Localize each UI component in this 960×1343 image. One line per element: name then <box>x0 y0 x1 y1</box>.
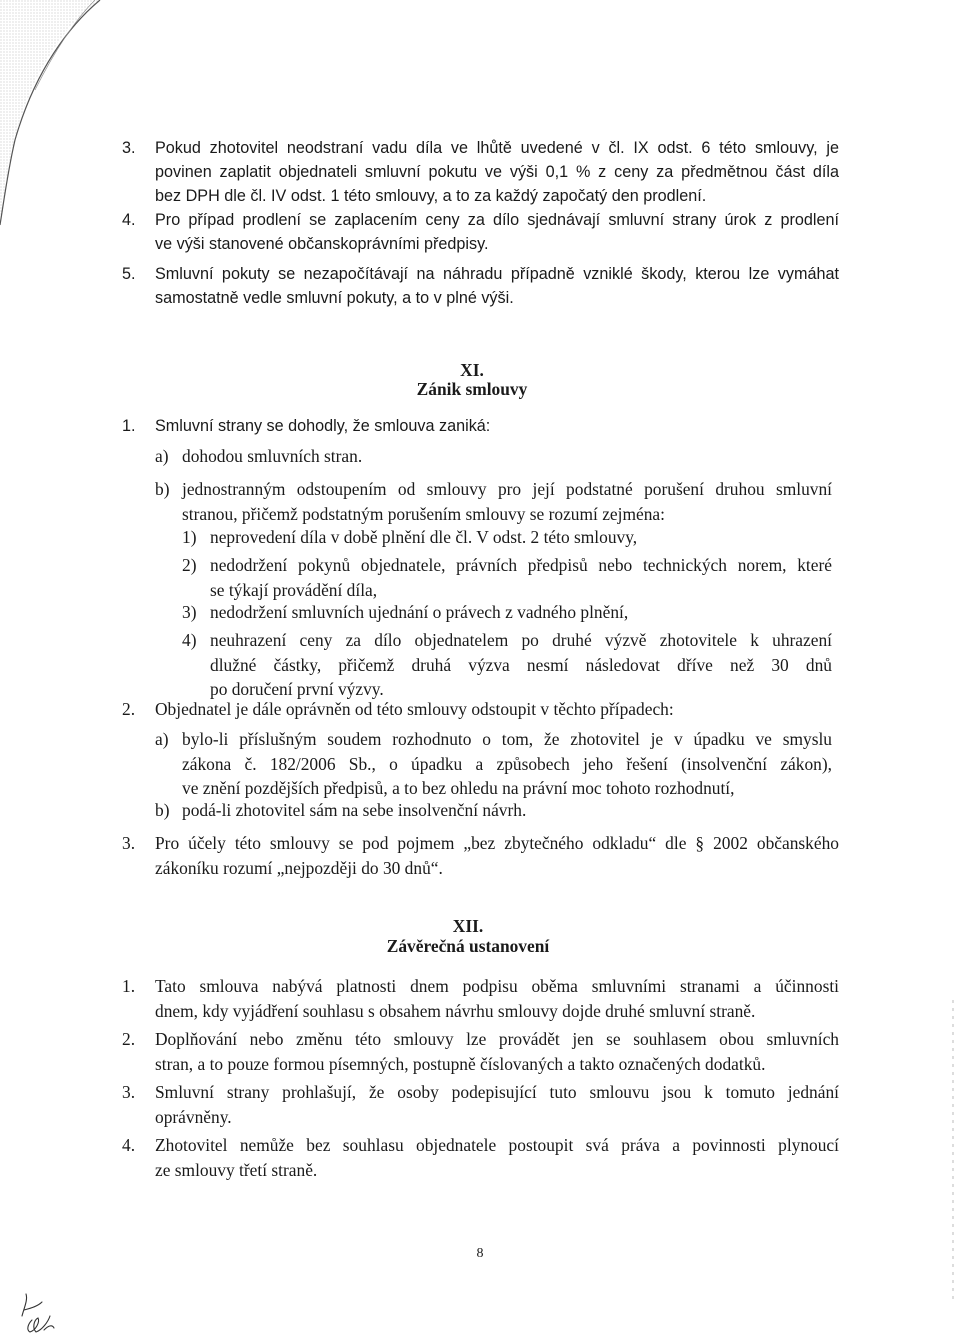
text-line: stran, a to pouze formou písemných, postupně číslovaných a takto označených dodatků. <box>155 1053 766 1074</box>
item-number: 4. <box>122 211 136 229</box>
text-line: po doručení první výzvy. <box>210 679 384 699</box>
text-line: Objednatel je dále oprávněn od této smlouvy odstoupit v těchto případech: <box>155 699 674 719</box>
section-number: XII. <box>452 916 484 936</box>
text-line: Tato smlouva nabývá platnosti dnem podpisu oběma smluvními stranami a účinnosti <box>155 976 839 996</box>
page-number: 8 <box>476 1246 484 1261</box>
paragraph-item <box>155 1027 839 1076</box>
paragraph-item-5 <box>155 262 839 310</box>
paragraph-item <box>155 1080 839 1129</box>
sublist-item <box>210 628 832 702</box>
paragraph-item <box>155 974 839 1023</box>
text-line: dohodou smluvních stran. <box>182 446 363 466</box>
clause-intro <box>155 414 839 438</box>
clause-intro <box>155 697 839 722</box>
text-line: Smluvní strany prohlašují, že osoby podepisující tuto smlouvu jsou k tomuto jednání <box>155 1082 839 1102</box>
text-line: zákona č. 182/2006 Sb., o úpadku a způsobech jeho řešení (insolvenční zákon), <box>182 753 832 774</box>
item-number: 4. <box>122 1135 136 1155</box>
text-line: ve znění pozdějších předpisů, a to bez ohledu na právní moc tohoto rozhodnutí, <box>182 778 735 798</box>
text-line: Smluvní strany se dohodly, že smlouva zaniká: <box>155 417 491 435</box>
sublist-item <box>210 553 832 602</box>
scan-corner-shading <box>0 0 150 230</box>
list-label: b) <box>155 800 170 820</box>
text-line: dlužné částky, přičemž druhá výzva nesmí následovat dříve než 30 dnů <box>210 654 832 675</box>
text-line: se týkají provádění díla, <box>210 579 378 600</box>
text-line: podá-li zhotovitel sám na sebe insolvenční návrh. <box>182 800 527 820</box>
list-item-b <box>182 477 832 526</box>
text-line: ve výši stanovené občanskoprávními předpisy. <box>155 235 489 253</box>
item-number: 3. <box>122 139 136 157</box>
sublist-label: 2) <box>182 555 197 575</box>
list-label: b) <box>155 479 170 499</box>
text-line: stranou, přičemž podstatným porušením smlouvy se rozumí zejména: <box>182 503 665 524</box>
text-line: dnem, kdy vyjádření souhlasu s obsahem návrhu smlouvy dojde druhé smluvní straně. <box>155 1000 756 1021</box>
text-line: povinen zaplatit objednateli smluvní pokutu ve výši 0,1 % z ceny za předmětnou část díla <box>155 163 839 181</box>
text-line: bylo-li příslušným soudem rozhodnuto o tom, že zhotovitel je v úpadku ve smyslu <box>182 729 832 749</box>
item-number: 2. <box>122 699 136 719</box>
sublist-label: 1) <box>182 527 197 547</box>
text-line: oprávněny. <box>155 1106 232 1127</box>
text-line: neprovedení díla v době plnění dle čl. V odst. 2 této smlouvy, <box>210 527 638 547</box>
item-number: 5. <box>122 265 136 283</box>
list-label: a) <box>155 446 169 466</box>
sublist-item <box>210 600 832 625</box>
sublist-item <box>210 525 832 550</box>
handwritten-initials-signature <box>18 1290 58 1336</box>
text-line: Pro případ prodlení se zaplacením ceny za dílo sjednávají smluvní strany úrok z prodlení <box>155 211 839 229</box>
section-title: Závěrečná ustanovení <box>386 936 550 956</box>
text-line: Pokud zhotovitel neodstraní vadu díla ve lhůtě uvedené v čl. IX odst. 6 této smlouvy, je <box>155 139 839 157</box>
paragraph-item <box>155 1133 839 1182</box>
paragraph-item <box>155 831 839 880</box>
paragraph-item-3 <box>155 136 839 208</box>
text-line: neuhrazení ceny za dílo objednatelem po druhé výzvě zhotovitele k uhrazení <box>210 630 832 650</box>
text-line: Doplňování nebo změnu této smlouvy lze provádět jen se souhlasem obou smluvních <box>155 1029 839 1049</box>
section-number: XI. <box>460 360 484 380</box>
list-item-b <box>182 798 832 823</box>
section-title: Zánik smlouvy <box>416 379 528 399</box>
text-line: samostatně vedle smluvní pokuty, a to v plné výši. <box>155 289 514 307</box>
list-label: a) <box>155 729 169 749</box>
item-number: 3. <box>122 1082 136 1102</box>
text-line: bez DPH dle čl. IV odst. 1 této smlouvy, a to za každý započatý den prodlení. <box>155 187 707 205</box>
sublist-label: 4) <box>182 630 197 650</box>
item-number: 2. <box>122 1029 136 1049</box>
text-line: Zhotovitel nemůže bez souhlasu objednatele postoupit svá práva a povinnosti plynoucí <box>155 1135 839 1155</box>
paragraph-item-4 <box>155 208 839 256</box>
item-number: 3. <box>122 833 136 853</box>
text-line: Smluvní pokuty se nezapočítávají na náhradu případně vzniklé škody, kterou lze vymáhat <box>155 265 839 283</box>
item-number: 1. <box>122 976 136 996</box>
text-line: ze smlouvy třetí straně. <box>155 1159 318 1180</box>
item-number: 1. <box>122 417 136 435</box>
list-item-a <box>182 727 832 801</box>
text-line: nedodržení smluvních ujednání o právech z vadného plnění, <box>210 602 629 622</box>
sublist-label: 3) <box>182 602 197 622</box>
text-line: Pro účely této smlouvy se pod pojmem „bez zbytečného odkladu“ dle § 2002 občanského <box>155 833 839 853</box>
text-line: nedodržení pokynů objednatele, právních předpisů nebo technických norem, které <box>210 555 832 575</box>
text-line: jednostranným odstoupením od smlouvy pro její podstatné porušení druhou smluvní <box>182 479 832 499</box>
list-item-a <box>182 444 832 469</box>
text-line: zákoníku rozumí „nejpozději do 30 dnů“. <box>155 857 443 878</box>
